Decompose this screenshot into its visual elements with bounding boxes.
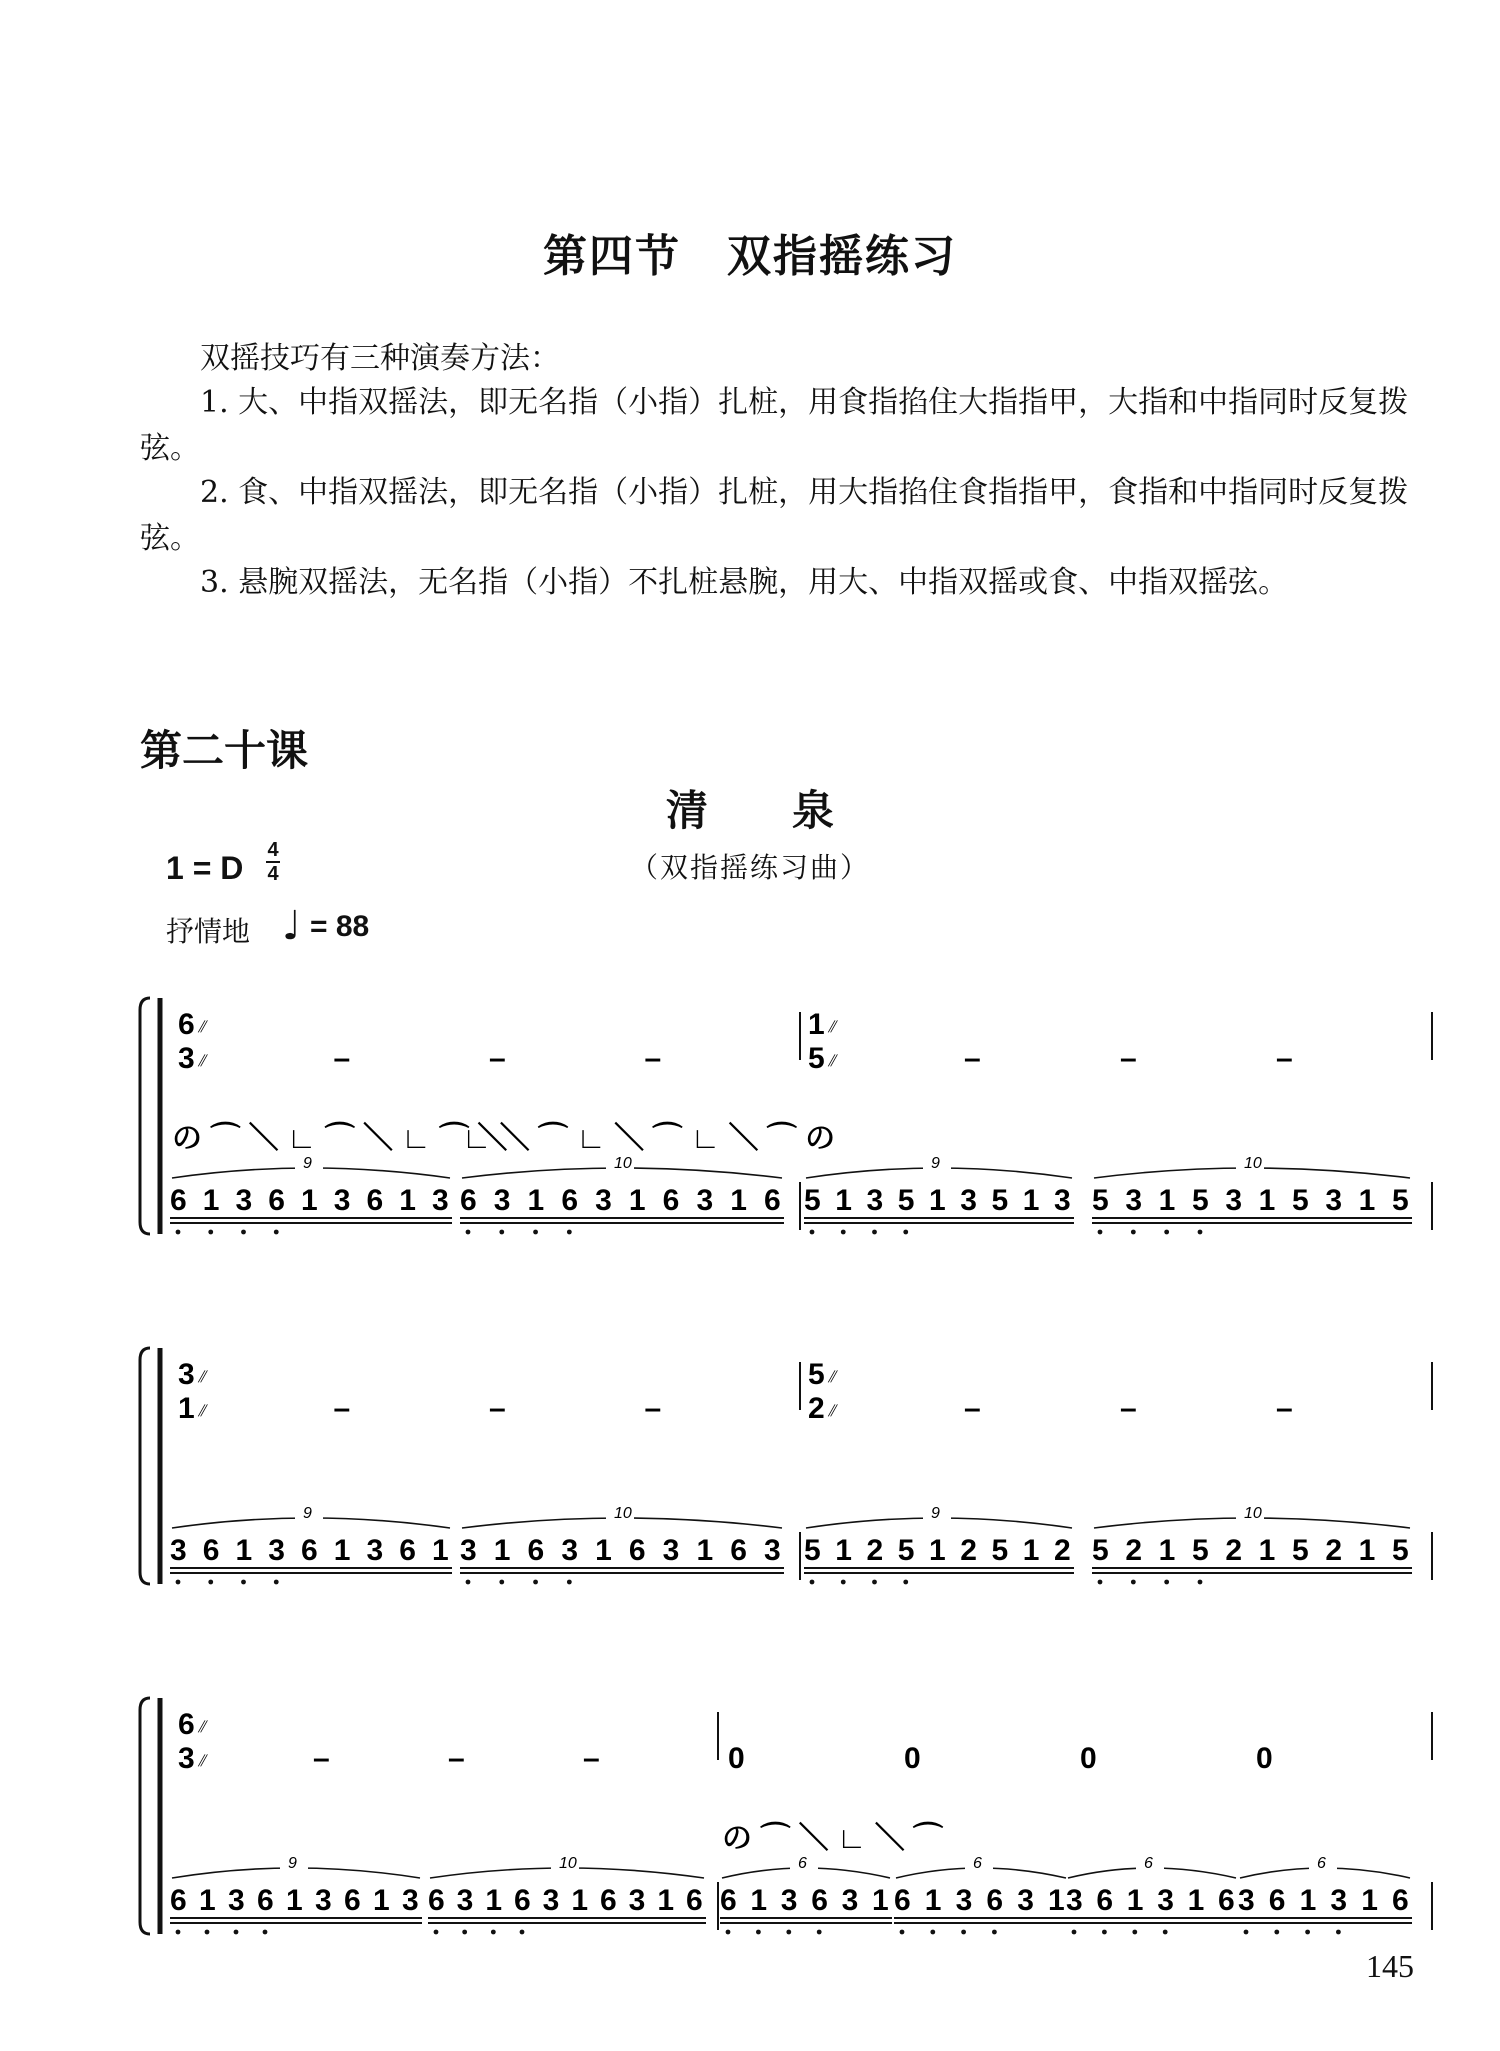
octave-dot <box>900 1930 905 1935</box>
octave-dot <box>466 1230 471 1235</box>
sustain-dash: – <box>1120 1042 1137 1075</box>
octave-dot <box>872 1580 877 1585</box>
rest-note: 0 <box>1256 1742 1273 1775</box>
note: 6 <box>986 1884 1004 1917</box>
note: 6 <box>811 1884 828 1917</box>
note: 6 <box>257 1884 274 1917</box>
chord-bottom-note: 3 <box>178 1742 195 1775</box>
lesson-title: 第二十课 <box>140 726 309 775</box>
octave-dot <box>817 1930 822 1935</box>
note: 1 <box>1361 1884 1378 1917</box>
octave-dot <box>533 1580 538 1585</box>
note: 6 <box>170 1884 187 1917</box>
note: 3 <box>1157 1884 1174 1917</box>
octave-dot <box>520 1930 525 1935</box>
note: 6 <box>894 1884 911 1917</box>
octave-dot <box>1305 1930 1310 1935</box>
note: 3 <box>595 1184 612 1217</box>
note: 3 <box>960 1184 977 1217</box>
note: 5 <box>804 1184 821 1217</box>
note: 1 <box>571 1884 589 1917</box>
note: 3 <box>460 1534 477 1567</box>
tuplet-number: 10 <box>1244 1155 1262 1172</box>
note: 3 <box>315 1884 332 1917</box>
octave-dot <box>1132 1930 1137 1935</box>
sustain-dash: – <box>313 1742 330 1775</box>
note: 1 <box>432 1534 449 1567</box>
note: 6 <box>1218 1884 1235 1917</box>
note: 3 <box>1238 1884 1255 1917</box>
system-bracket <box>140 1698 150 1934</box>
tremolo-mark-icon: ⫽ <box>198 1019 206 1036</box>
note: 6 <box>561 1184 579 1217</box>
tuplet-number: 10 <box>1244 1505 1262 1522</box>
note: 3 <box>235 1184 253 1217</box>
note: 6 <box>662 1184 680 1217</box>
octave-dot <box>1164 1580 1169 1585</box>
sustain-dash: – <box>489 1392 506 1425</box>
note: 1 <box>628 1184 646 1217</box>
sustain-dash: – <box>644 1392 662 1425</box>
note: 1 <box>595 1534 612 1567</box>
note: 6 <box>344 1884 361 1917</box>
rest-note: 0 <box>1080 1742 1097 1775</box>
note: 6 <box>301 1534 318 1567</box>
note: 6 <box>600 1884 617 1917</box>
note: 5 <box>897 1184 915 1217</box>
note: 6 <box>730 1534 747 1567</box>
chord-bottom-note: 5 <box>808 1042 825 1075</box>
octave-dot <box>234 1930 239 1935</box>
octave-dot <box>1336 1930 1341 1935</box>
octave-dot <box>567 1580 572 1585</box>
octave-dot <box>241 1580 246 1585</box>
note: 1 <box>333 1534 351 1567</box>
tremolo-mark-icon: ⫽ <box>828 1053 836 1070</box>
note: 3 <box>841 1884 859 1917</box>
note: 5 <box>1292 1534 1309 1567</box>
note: 3 <box>1325 1184 1343 1217</box>
note: 3 <box>1017 1884 1034 1917</box>
octave-dot <box>205 1930 210 1935</box>
note: 3 <box>402 1884 419 1917</box>
octave-dot <box>786 1930 791 1935</box>
octave-dot <box>533 1230 538 1235</box>
song-subtitle: （双指摇练习曲） <box>629 851 870 884</box>
note: 1 <box>657 1884 675 1917</box>
note: 3 <box>955 1884 973 1917</box>
note: 3 <box>493 1184 511 1217</box>
octave-dot <box>263 1930 268 1935</box>
octave-dot <box>1131 1230 1136 1235</box>
note: 2 <box>1325 1534 1343 1567</box>
octave-dot <box>1274 1930 1279 1935</box>
octave-dot <box>567 1230 572 1235</box>
note: 6 <box>764 1184 781 1217</box>
octave-dot <box>274 1580 279 1585</box>
note: 5 <box>991 1534 1009 1567</box>
note: 6 <box>1392 1884 1409 1917</box>
note: 1 <box>696 1534 714 1567</box>
note: 6 <box>628 1534 646 1567</box>
song-title: 清 泉 <box>665 786 834 835</box>
tuplet-number: 6 <box>1317 1855 1326 1872</box>
meter-bottom: 4 <box>267 863 279 885</box>
note: 1 <box>1299 1884 1317 1917</box>
tempo-value: = 88 <box>310 910 370 943</box>
note: 2 <box>1054 1534 1071 1567</box>
tuplet-number: 9 <box>303 1505 312 1522</box>
note: 3 <box>764 1534 781 1567</box>
sustain-dash: – <box>333 1042 351 1075</box>
sustain-dash: – <box>1120 1392 1137 1425</box>
note: 1 <box>527 1184 545 1217</box>
tremolo-mark-icon: ⫽ <box>198 1719 206 1736</box>
note: 5 <box>804 1534 821 1567</box>
note: 1 <box>202 1184 220 1217</box>
note: 1 <box>1022 1184 1040 1217</box>
note: 6 <box>1268 1884 1286 1917</box>
note: 1 <box>750 1884 768 1917</box>
octave-dot <box>1244 1930 1249 1935</box>
note: 6 <box>720 1884 737 1917</box>
key-signature: 1 = D <box>166 850 244 886</box>
note: 6 <box>527 1534 545 1567</box>
octave-dot <box>1072 1930 1077 1935</box>
note: 6 <box>202 1534 220 1567</box>
tremolo-mark-icon: ⫽ <box>828 1403 836 1420</box>
note: 3 <box>170 1534 187 1567</box>
octave-dot <box>1102 1930 1107 1935</box>
quarter-note-icon: ♩ <box>282 903 301 949</box>
octave-dot <box>810 1580 815 1585</box>
tuplet-number: 9 <box>931 1505 940 1522</box>
sustain-dash: – <box>1276 1392 1293 1425</box>
octave-dot <box>961 1930 966 1935</box>
chord-top-note: 1 <box>808 1008 825 1041</box>
note: 3 <box>866 1184 884 1217</box>
octave-dot <box>466 1580 471 1585</box>
chord-top-note: 3 <box>178 1358 195 1391</box>
tuplet-number: 6 <box>798 1855 807 1872</box>
note: 3 <box>542 1884 560 1917</box>
note: 1 <box>924 1884 942 1917</box>
note: 2 <box>1225 1534 1243 1567</box>
note: 5 <box>1092 1184 1109 1217</box>
tremolo-mark-icon: ⫽ <box>828 1019 836 1036</box>
fingering-marks: の ⌒ ＼ ∟ ⌒ ＼ ∟ ⌒ ＼ <box>172 1122 508 1155</box>
note: 1 <box>1358 1184 1376 1217</box>
tremolo-mark-icon: ⫽ <box>828 1369 836 1386</box>
page-number: 145 <box>1366 1948 1414 1984</box>
note: 3 <box>780 1884 798 1917</box>
octave-dot <box>1163 1930 1168 1935</box>
note: 1 <box>835 1184 852 1217</box>
tuplet-number: 6 <box>1144 1855 1153 1872</box>
sustain-dash: – <box>1276 1042 1293 1075</box>
octave-dot <box>499 1580 504 1585</box>
note: 1 <box>286 1884 303 1917</box>
note: 1 <box>929 1184 946 1217</box>
note: 3 <box>1066 1884 1083 1917</box>
note: 6 <box>460 1184 477 1217</box>
sustain-dash: – <box>644 1042 662 1075</box>
meter-top: 4 <box>267 839 279 861</box>
chord-top-note: 6 <box>178 1008 195 1041</box>
octave-dot <box>1131 1580 1136 1585</box>
octave-dot <box>1098 1230 1103 1235</box>
octave-dot <box>841 1230 846 1235</box>
sustain-dash: – <box>333 1392 351 1425</box>
note: 1 <box>399 1184 416 1217</box>
octave-dot <box>176 1930 181 1935</box>
note: 3 <box>1225 1184 1243 1217</box>
note: 1 <box>835 1534 852 1567</box>
sustain-dash: – <box>964 1392 981 1425</box>
octave-dot <box>872 1230 877 1235</box>
note: 5 <box>1192 1534 1209 1567</box>
note: 3 <box>662 1534 680 1567</box>
octave-dot <box>1198 1230 1203 1235</box>
octave-dot <box>208 1580 213 1585</box>
note: 3 <box>696 1184 714 1217</box>
note: 5 <box>991 1184 1009 1217</box>
octave-dot <box>903 1230 908 1235</box>
note: 3 <box>1054 1184 1071 1217</box>
note: 1 <box>301 1184 318 1217</box>
tuplet-number: 6 <box>973 1855 982 1872</box>
note: 1 <box>1022 1534 1040 1567</box>
note: 6 <box>170 1184 187 1217</box>
note: 3 <box>456 1884 474 1917</box>
tremolo-mark-icon: ⫽ <box>198 1369 206 1386</box>
note: 1 <box>199 1884 216 1917</box>
method-1: 1. 大、中指双摇法，即无名指（小指）扎桩，用食指掐住大指指甲，大指和中指同时反复拨弦。 <box>140 385 1409 466</box>
tuplet-number: 9 <box>303 1155 312 1172</box>
system-bracket <box>140 998 150 1234</box>
note: 6 <box>366 1184 384 1217</box>
sustain-dash: – <box>489 1042 506 1075</box>
note: 2 <box>1125 1534 1143 1567</box>
tremolo-mark-icon: ⫽ <box>198 1053 206 1070</box>
octave-dot <box>499 1230 504 1235</box>
octave-dot <box>810 1230 815 1235</box>
tremolo-mark-icon: ⫽ <box>198 1753 206 1770</box>
octave-dot <box>241 1230 246 1235</box>
method-2: 2. 食、中指双摇法，即无名指（小指）扎桩，用大指掐住食指指甲，食指和中指同时反复拨弦。 <box>140 475 1409 556</box>
note: 6 <box>514 1884 531 1917</box>
sustain-dash: – <box>448 1742 465 1775</box>
tremolo-mark-icon: ⫽ <box>198 1403 206 1420</box>
note: 3 <box>1125 1184 1143 1217</box>
fingering-marks: ∟ ＼ ⌒ ∟ ＼ ⌒ ∟ ＼ ⌒ の <box>462 1122 836 1155</box>
note: 3 <box>628 1884 646 1917</box>
note: 1 <box>1187 1884 1205 1917</box>
system-bracket <box>140 1348 150 1584</box>
octave-dot <box>756 1930 761 1935</box>
note: 1 <box>730 1184 747 1217</box>
note: 5 <box>1292 1184 1309 1217</box>
note: 1 <box>485 1884 503 1917</box>
expression-mark: 抒情地 <box>166 915 251 948</box>
tuplet-number: 10 <box>559 1855 577 1872</box>
octave-dot <box>462 1930 467 1935</box>
note: 3 <box>432 1184 449 1217</box>
fingering-marks: の ⌒ ＼ ∟ ＼ ⌒ <box>722 1822 944 1855</box>
note: 5 <box>1392 1184 1409 1217</box>
octave-dot <box>176 1580 181 1585</box>
note: 3 <box>333 1184 351 1217</box>
note: 1 <box>1158 1184 1176 1217</box>
rest-note: 0 <box>728 1742 745 1775</box>
note: 5 <box>897 1534 915 1567</box>
tuplet-number: 10 <box>614 1155 632 1172</box>
octave-dot <box>176 1230 181 1235</box>
octave-dot <box>726 1930 731 1935</box>
note: 3 <box>366 1534 384 1567</box>
chord-bottom-note: 2 <box>808 1392 825 1425</box>
chord-bottom-note: 1 <box>178 1392 195 1425</box>
octave-dot <box>841 1580 846 1585</box>
octave-dot <box>274 1230 279 1235</box>
note: 5 <box>1392 1534 1409 1567</box>
octave-dot <box>903 1580 908 1585</box>
note: 2 <box>960 1534 977 1567</box>
tuplet-number: 9 <box>931 1155 940 1172</box>
chord-bottom-note: 3 <box>178 1042 195 1075</box>
octave-dot <box>1198 1580 1203 1585</box>
method-3: 3. 悬腕双摇法，无名指（小指）不扎桩悬腕，用大、中指双摇或食、中指双摇弦。 <box>200 565 1289 600</box>
note: 1 <box>1126 1884 1144 1917</box>
note: 5 <box>1092 1534 1109 1567</box>
note: 3 <box>228 1884 245 1917</box>
note: 2 <box>866 1534 884 1567</box>
octave-dot <box>491 1930 496 1935</box>
octave-dot <box>1098 1580 1103 1585</box>
chord-top-note: 6 <box>178 1708 195 1741</box>
intro-lead: 双摇技巧有三种演奏方法： <box>200 341 560 376</box>
octave-dot <box>208 1230 213 1235</box>
chord-top-note: 5 <box>808 1358 825 1391</box>
octave-dot <box>930 1930 935 1935</box>
note: 1 <box>1048 1884 1065 1917</box>
note: 1 <box>929 1534 946 1567</box>
sustain-dash: – <box>583 1742 600 1775</box>
octave-dot <box>434 1930 439 1935</box>
sustain-dash: – <box>964 1042 981 1075</box>
note: 1 <box>235 1534 253 1567</box>
note: 3 <box>561 1534 579 1567</box>
tuplet-number: 9 <box>288 1855 297 1872</box>
note: 3 <box>1330 1884 1348 1917</box>
note: 5 <box>1192 1184 1209 1217</box>
rest-note: 0 <box>904 1742 921 1775</box>
note: 1 <box>1158 1534 1176 1567</box>
octave-dot <box>1164 1230 1169 1235</box>
note: 1 <box>1258 1184 1276 1217</box>
note: 1 <box>1258 1534 1276 1567</box>
tuplet-number: 10 <box>614 1505 632 1522</box>
note: 6 <box>1096 1884 1114 1917</box>
section-title: 第四节 双指摇练习 <box>543 231 957 282</box>
note: 1 <box>872 1884 889 1917</box>
note: 6 <box>268 1184 285 1217</box>
note: 1 <box>1358 1534 1376 1567</box>
note: 6 <box>686 1884 703 1917</box>
note: 1 <box>373 1884 390 1917</box>
note: 6 <box>428 1884 445 1917</box>
note: 6 <box>399 1534 416 1567</box>
note: 1 <box>493 1534 511 1567</box>
octave-dot <box>992 1930 997 1935</box>
note: 3 <box>268 1534 285 1567</box>
